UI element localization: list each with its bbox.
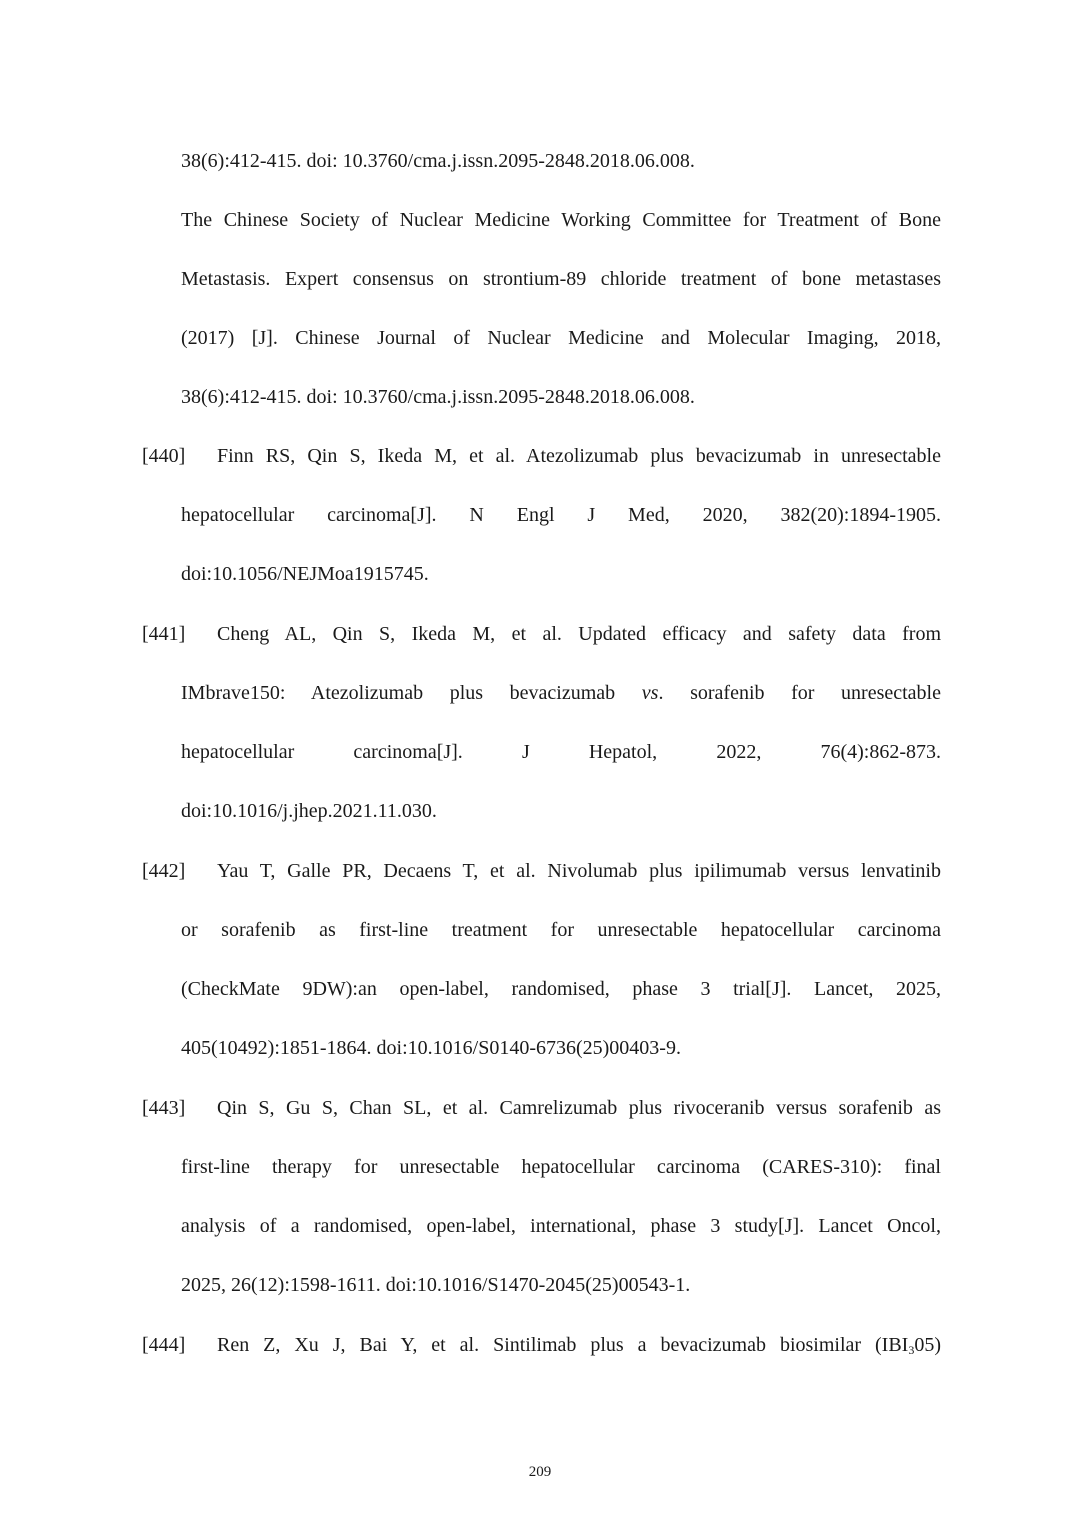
reference-doi: 2025, 26(12):1598-1611. doi:10.1016/S1470-2045(25)00543-1.: [181, 1274, 691, 1296]
reference-doi: doi:10.1056/NEJMoa1915745.: [181, 563, 429, 585]
reference-number: [440]: [142, 445, 186, 467]
reference-text: Ren Z, Xu J, Bai Y, et al. Sintilimab plus a bevacizumab biosimilar (IBI: [217, 1334, 909, 1356]
reference-line: Finn RS, Qin S, Ikeda M, et al. Atezolizumab plus bevacizumab in unresectable: [217, 445, 941, 467]
reference-line: Qin S, Gu S, Chan SL, et al. Camrelizumab plus rivoceranib versus sorafenib as: [217, 1097, 941, 1119]
reference-number: [444]: [142, 1334, 186, 1356]
reference-line: (CheckMate 9DW):an open-label, randomised, phase 3 trial[J]. Lancet, 2025,: [181, 978, 941, 1000]
reference-doi: doi:10.1016/j.jhep.2021.11.030.: [181, 800, 437, 822]
reference-english-line: (2017) [J]. Chinese Journal of Nuclear Medicine and Molecular Imaging, 2018,: [181, 327, 941, 349]
reference-line: [181, 679, 941, 707]
reference-line: Yau T, Galle PR, Decaens T, et al. Nivolumab plus ipilimumab versus lenvatinib: [217, 860, 941, 882]
reference-line: hepatocellular carcinoma[J]. J Hepatol, 2022, 76(4):862-873.: [181, 741, 941, 763]
reference-number: [443]: [142, 1097, 186, 1119]
reference-continuation-line: 38(6):412-415. doi: 10.3760/cma.j.issn.2095-2848.2018.06.008.: [181, 150, 695, 172]
reference-line: [217, 1331, 941, 1361]
reference-line: or sorafenib as first-line treatment for unresectable hepatocellular carcinoma: [181, 919, 941, 941]
reference-line: Cheng AL, Qin S, Ikeda M, et al. Updated efficacy and safety data from: [217, 623, 941, 645]
reference-english-line: 38(6):412-415. doi: 10.3760/cma.j.issn.2095-2848.2018.06.008.: [181, 386, 695, 408]
reference-english-line: Metastasis. Expert consensus on strontium-89 chloride treatment of bone metastases: [181, 268, 941, 290]
reference-english-line: The Chinese Society of Nuclear Medicine Working Committee for Treatment of Bone: [181, 209, 941, 231]
page-number: 209: [528, 1464, 552, 1480]
reference-doi: 405(10492):1851-1864. doi:10.1016/S0140-6736(25)00403-9.: [181, 1037, 681, 1059]
reference-line: hepatocellular carcinoma[J]. N Engl J Med, 2020, 382(20):1894-1905.: [181, 504, 941, 526]
reference-subscript: 3: [908, 1343, 915, 1357]
reference-italic: vs: [641, 682, 659, 704]
reference-text: . sorafenib for unresectable: [658, 682, 941, 704]
reference-text: 05): [914, 1334, 941, 1356]
reference-line: analysis of a randomised, open-label, international, phase 3 study[J]. Lancet Oncol,: [181, 1215, 941, 1237]
reference-text: IMbrave150: Atezolizumab plus bevacizumab: [181, 682, 642, 704]
reference-line: first-line therapy for unresectable hepatocellular carcinoma (CARES-310): final: [181, 1156, 941, 1178]
reference-number: [442]: [142, 860, 186, 882]
reference-number: [441]: [142, 623, 186, 645]
